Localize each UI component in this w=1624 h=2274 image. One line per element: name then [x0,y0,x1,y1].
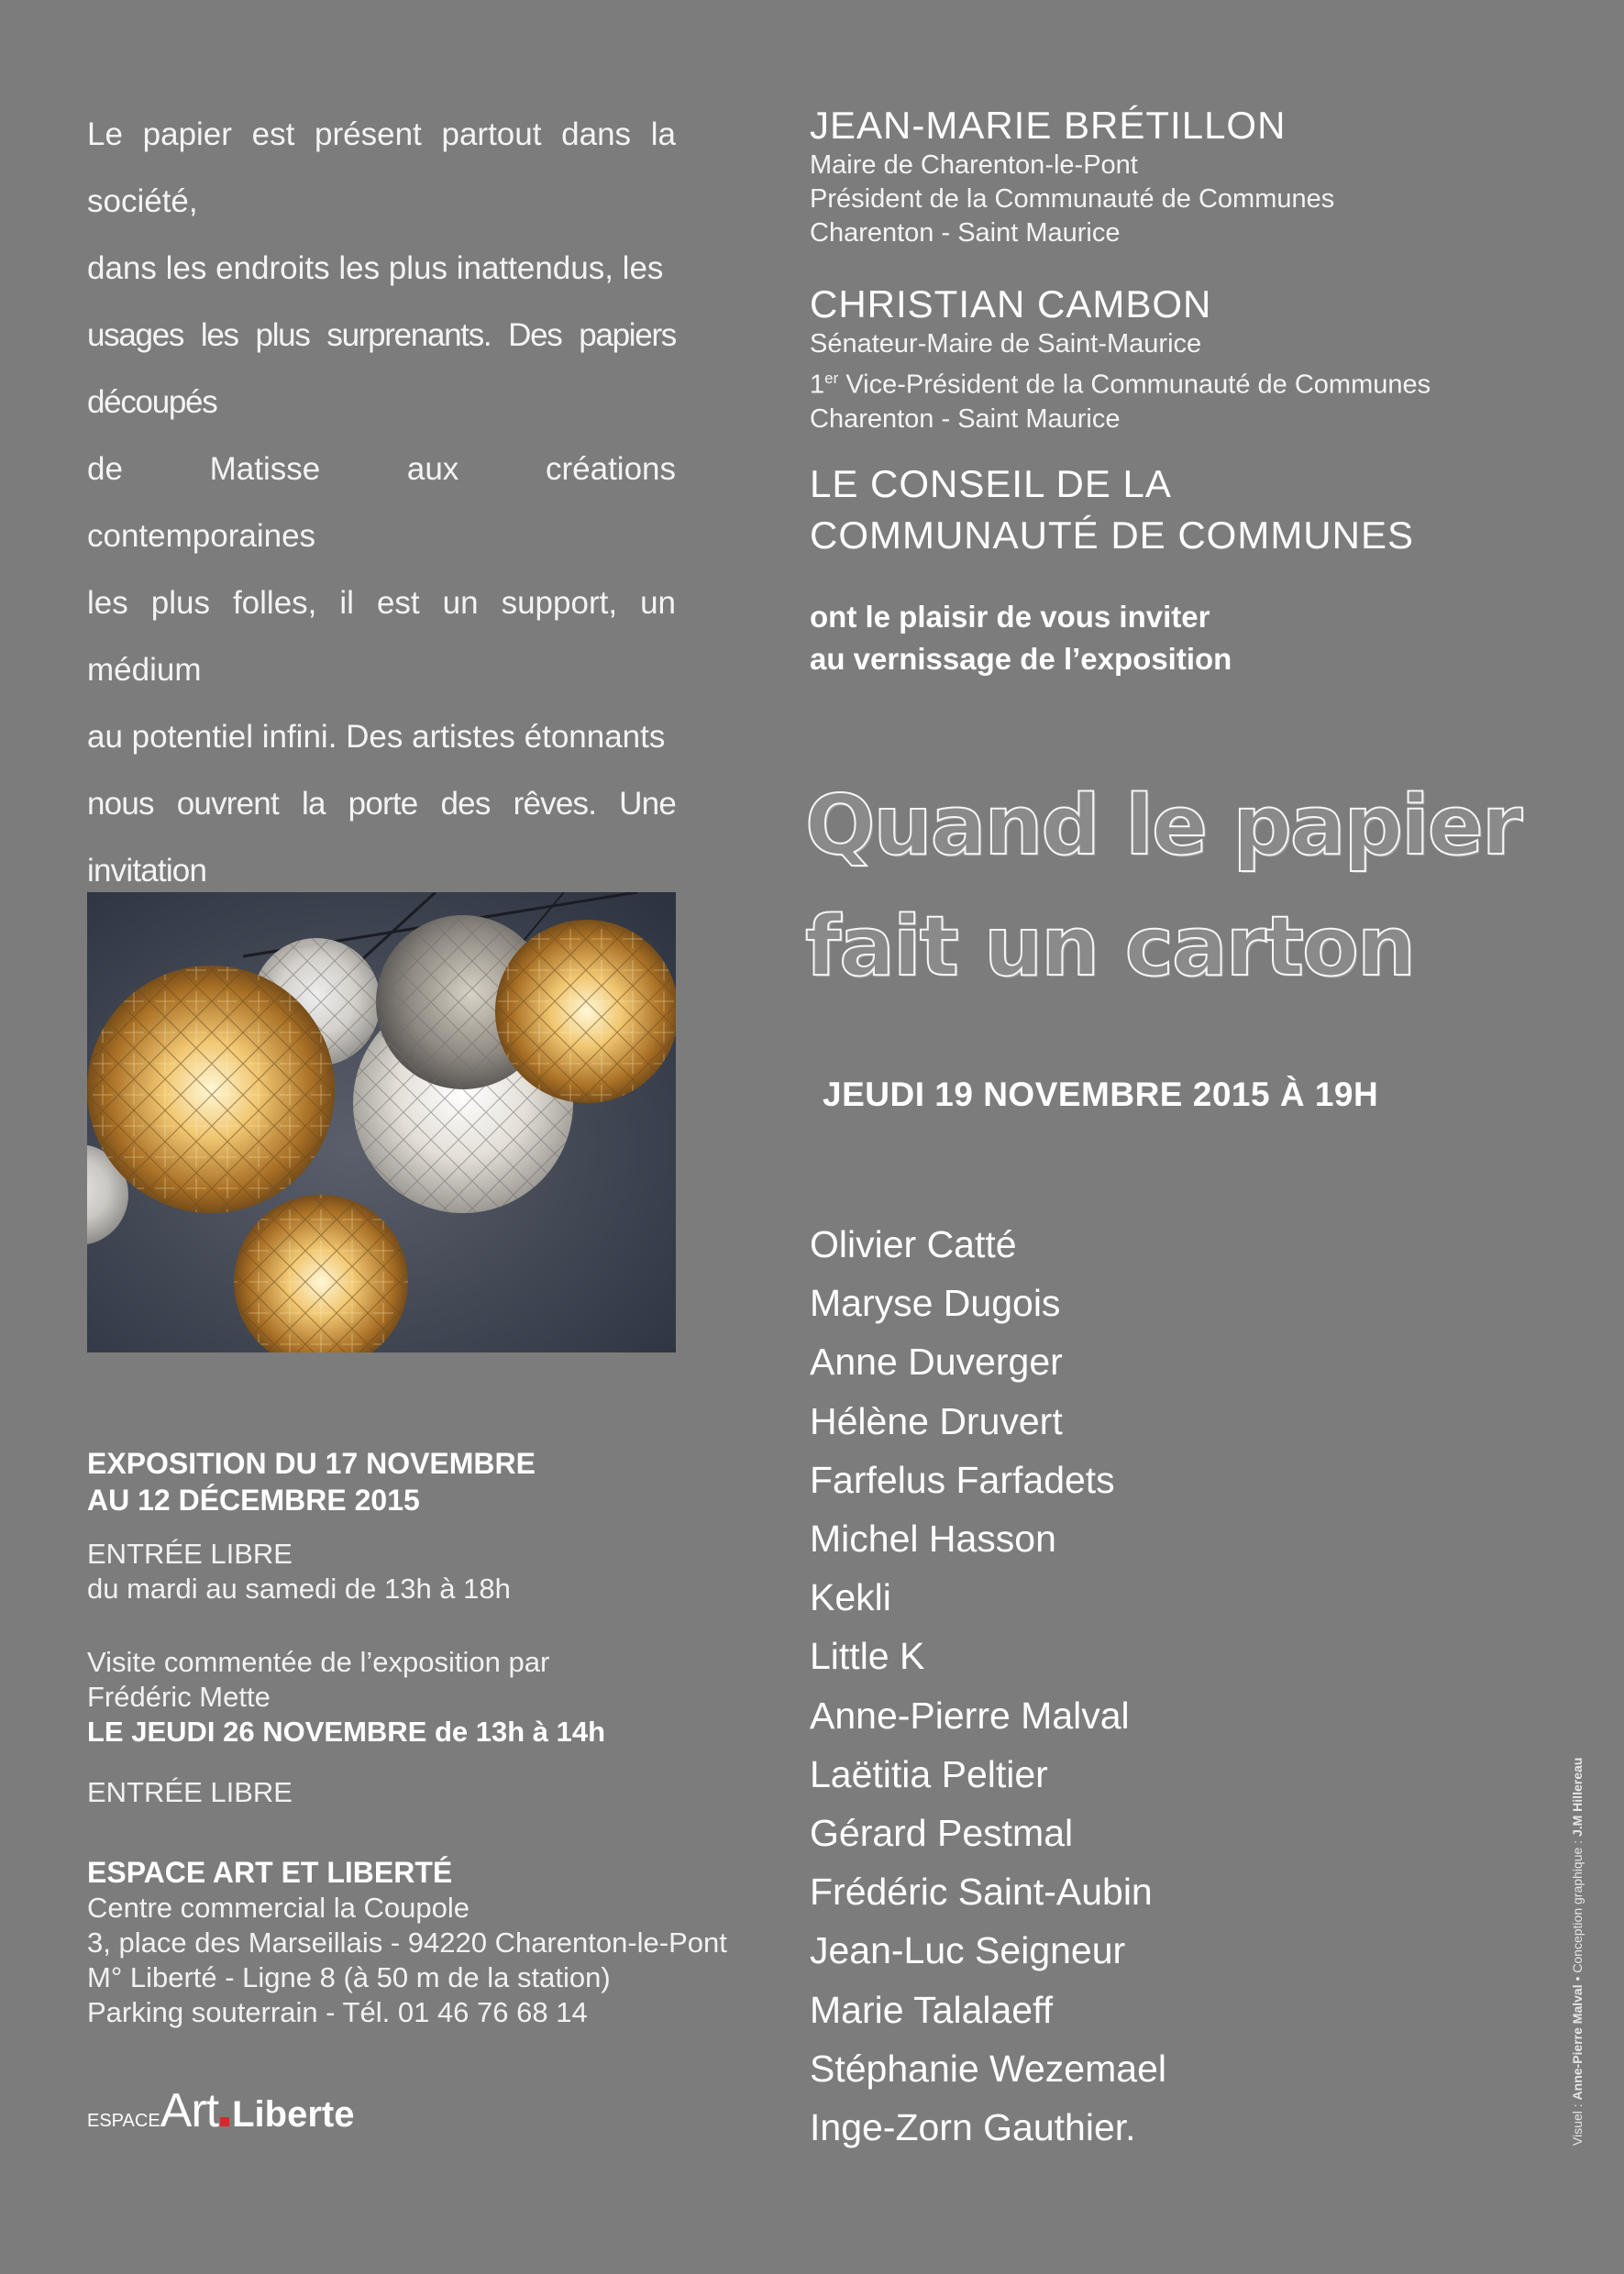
exhibition-dates-line: AU 12 DÉCEMBRE 2015 [87,1484,420,1517]
venue-name: ESPACE ART ET LIBERTÉ [87,1856,453,1889]
artist-name: Inge-Zorn Gauthier. [810,2106,1136,2149]
paper-lanterns-photo [87,892,676,1352]
artist-name: Gérard Pestmal [810,1812,1074,1855]
host-title [810,361,1562,403]
venue-line: 3, place des Marseillais - 94220 Charenton-le-Pont [87,1926,727,1959]
free-entry-label: ENTRÉE LIBRE [87,1776,293,1808]
artist-name: Laëtitia Peltier [810,1752,1048,1795]
intro-line: dans les endroits les plus inattendus, les [87,250,664,286]
credit-author: Anne-Pierre Malval [1570,1984,1585,2101]
invitation-line: ont le plaisir de vous inviter [810,600,1210,634]
logo-espace: ESPACE [87,2111,160,2131]
host-title: Maire de Charenton-le-Pont [810,150,1138,180]
guided-visit [87,1645,692,1750]
title-line: Quand le papier [805,778,1521,874]
host-rank: 1 [810,370,825,400]
artist-name: Hélène Druvert [810,1399,1063,1442]
artist-name: Michel Hasson [810,1518,1056,1561]
intro-line: Le papier est présent partout dans la société, [87,116,676,219]
intro-line: de Matisse aux créations contemporaines [87,451,676,554]
venue-line: M° Liberté - Ligne 8 (à 50 m de la station) [87,1961,611,1993]
guided-visit-entry [87,1775,692,1810]
artist-name: Little K [810,1635,925,1678]
venue-line: Centre commercial la Coupole [87,1892,470,1924]
exhibition-dates [87,1445,692,1518]
opening-date: JEUDI 19 NOVEMBRE 2015 À 19H [823,1076,1379,1113]
exhibition-dates-line: EXPOSITION DU 17 NOVEMBRE [87,1447,536,1480]
credit-separator: • Conception graphique : [1570,1837,1585,1985]
hours-text: du mardi au samedi de 13h à 18h [87,1573,511,1605]
espace-art-liberte-logo [87,2083,354,2138]
invitation-line: au vernissage de l’exposition [810,642,1232,676]
logo-dot [220,2117,229,2126]
host-senator [810,281,1562,436]
free-entry-label: ENTRÉE LIBRE [87,1538,293,1570]
design-credit [1570,1758,1585,2146]
logo-liberte: Liberte [232,2094,355,2135]
artist-name: Frédéric Saint-Aubin [810,1871,1153,1914]
artist-name: Maryse Dugois [810,1282,1061,1325]
host-mayor [810,103,1562,250]
artist-name: Stéphanie Wezemael [810,2047,1166,2090]
host-title: Charenton - Saint Maurice [810,218,1121,248]
credit-prefix: Visuel : [1570,2100,1585,2146]
artist-name: Anne-Pierre Malval [810,1694,1130,1737]
artist-name: Anne Duverger [810,1341,1063,1384]
host-title-text: Vice-Président de la Communauté de Communes [845,370,1431,400]
host-name: LE CONSEIL DE LA [810,462,1172,505]
venue-block [87,1854,729,2030]
guided-visit-line: Frédéric Mette [87,1681,271,1713]
host-title: Sénateur-Maire de Saint-Maurice [810,329,1202,359]
intro-line: nous ouvrent la porte des rêves. Une invitation [87,786,676,889]
title-line: fait un carton [805,899,1414,995]
host-name: COMMUNAUTÉ DE COMMUNES [810,513,1414,557]
artist-name: Jean-Luc Seigneur [810,1929,1126,1972]
opening-hours [87,1537,692,1606]
artist-name: Marie Talalaeff [810,1988,1054,2031]
artist-name: Olivier Catté [810,1223,1017,1265]
guided-visit-date: LE JEUDI 26 NOVEMBRE de 13h à 14h [87,1716,606,1748]
host-title: Président de la Communauté de Communes [810,184,1335,214]
host-name: JEAN-MARIE BRÉTILLON [810,104,1287,147]
intro-line: au potentiel infini. Des artistes étonnants [87,719,666,755]
guided-visit-line: Visite commentée de l’exposition par [87,1646,550,1678]
venue-line: Parking souterrain - Tél. 01 46 76 68 14 [87,1996,588,2028]
host-council [810,458,1562,561]
host-title: Charenton - Saint Maurice [810,403,1121,434]
credit-designer: J.M Hillereau [1570,1757,1585,1838]
artist-list [810,1215,1166,2157]
host-name: CHRISTIAN CAMBON [810,282,1212,326]
intro-line: les plus folles, il est un support, un médium [87,585,676,688]
logo-art: Art [160,2084,219,2137]
invitation-text [810,596,1562,680]
intro-line: usages les plus surprenants. Des papiers découpés [87,317,676,420]
artist-name: Kekli [810,1576,891,1619]
host-rank-suffix: er [824,370,839,387]
exhibition-title [805,766,1594,1008]
artist-name: Farfelus Farfadets [810,1458,1115,1501]
